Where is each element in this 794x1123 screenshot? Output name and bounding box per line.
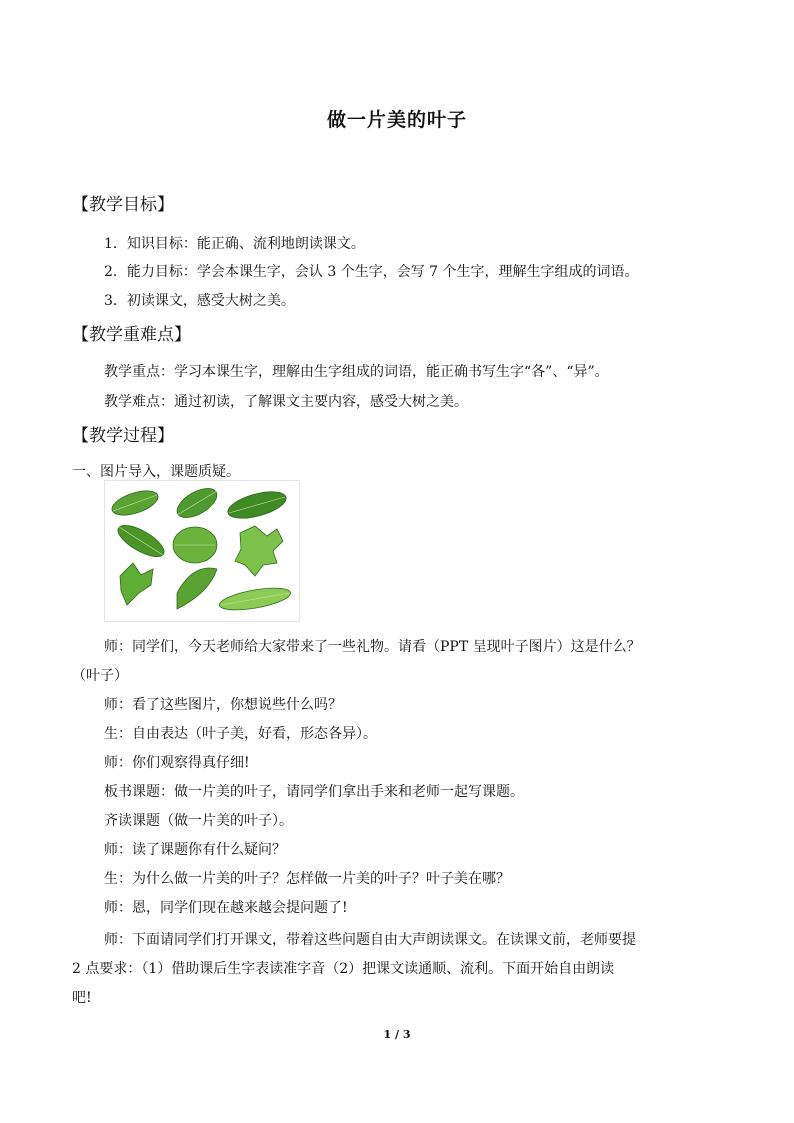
dialogue-line: 师：读了课题你有什么疑问？: [104, 842, 286, 858]
goal-item: 2．能力目标：学会本课生字，会认 3 个生字，会写 7 个生字，理解生字组成的词语。: [104, 264, 639, 280]
dialogue-line: 吧!: [72, 990, 92, 1006]
dialogue-line: 齐读课题（做一片美的叶子）。: [104, 813, 293, 829]
dialogue-line: 生：自由表达（叶子美，好看，形态各异）。: [104, 726, 377, 742]
leaves-icon: [105, 481, 299, 621]
goal-item: 3．初读课文，感受大树之美。: [104, 293, 295, 309]
dialogue-line: （叶子）: [72, 668, 128, 684]
dialogue-line: 板书课题：做一片美的叶子，请同学们拿出手来和老师一起写课题。: [104, 784, 524, 800]
step-heading: 一、图片导入，课题质疑。: [72, 464, 240, 480]
dialogue-line: 师：你们观察得真仔细!: [104, 755, 250, 771]
keypoint-item: 教学重点：学习本课生字，理解由生字组成的词语，能正确书写生字“各”、“异”。: [104, 364, 609, 380]
dialogue-line: 2 点要求：（1）借助课后生字表读准字音（2）把课文读通顺、流利。下面开始自由朗读: [72, 961, 615, 977]
dialogue-line: 师：下面请同学们打开课文，带着这些问题自由大声朗读课文。在读课文前，老师要提: [104, 932, 636, 948]
page-number: 1 / 3: [383, 1028, 411, 1041]
process-heading: 【教学过程】: [72, 426, 174, 446]
keypoints-heading: 【教学重难点】: [72, 325, 191, 345]
leaves-photo: [104, 480, 300, 622]
dialogue-line: 师：恩，同学们现在越来越会提问题了!: [104, 900, 348, 916]
dialogue-line: 生：为什么做一片美的叶子？怎样做一片美的叶子？叶子美在哪？: [104, 871, 510, 887]
dialogue-line: 师：看了这些图片，你想说些什么吗？: [104, 697, 342, 713]
keypoint-item: 教学难点：通过初读，了解课文主要内容，感受大树之美。: [104, 394, 468, 410]
dialogue-line: 师：同学们，今天老师给大家带来了一些礼物。请看（PPT 呈现叶子图片）这是什么？: [104, 639, 641, 655]
goal-item: 1．知识目标：能正确、流利地朗读课文。: [104, 236, 365, 252]
goals-heading: 【教学目标】: [72, 195, 174, 215]
page-title: 做一片美的叶子: [326, 109, 467, 131]
